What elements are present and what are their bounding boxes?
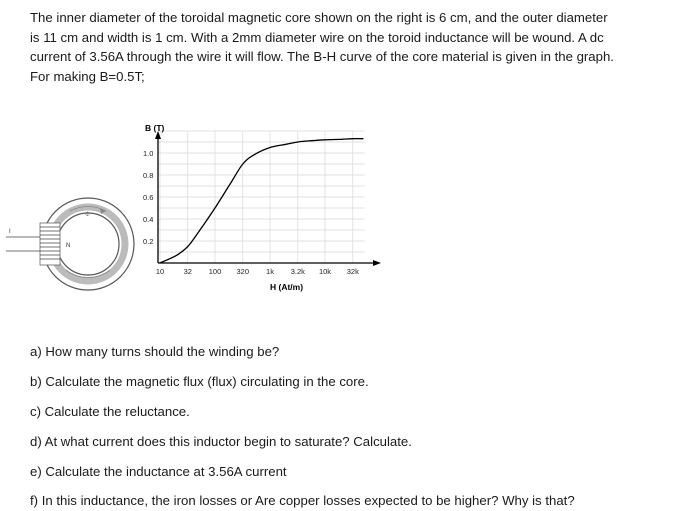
question-f: f) In this inductance, the iron losses or Are copper losses expected to be higher? Why is that? (30, 493, 575, 508)
turns-label: N (66, 243, 71, 249)
x-tick-label: 32k (346, 267, 359, 276)
intro-line: current of 3.56A through the wire it will flow. The B-H curve of the core material is given in the graph. (30, 49, 614, 64)
intro-line: is 11 cm and width is 1 cm. With a 2mm diameter wire on the toroid inductance will be wound. A dc (30, 29, 604, 45)
y-tick-label: 0.8 (143, 171, 154, 180)
x-tick-label: 100 (208, 267, 222, 276)
x-tick-label: 10 (155, 267, 165, 276)
figure (0, 115, 400, 300)
intro-line: For making B=0.5T; (30, 68, 145, 84)
bh-curve-line (160, 139, 363, 263)
problem-intro (30, 8, 650, 86)
toroid-core-ring (51, 207, 125, 281)
question-d: d) At what current does this inductor begin to saturate? Calculate. (30, 434, 412, 449)
intro-line: The inner diameter of the toroidal magnetic core shown on the right is 6 cm, and the outer diameter (30, 10, 608, 25)
x-tick-label: 10k (318, 267, 332, 276)
y-tick-labels (143, 149, 153, 246)
question-a: a) How many turns should the winding be? (30, 344, 280, 359)
x-tick-label: 1k (266, 267, 274, 276)
x-tick-label: 320 (236, 267, 250, 276)
question-c: c) Calculate the reluctance. (30, 404, 190, 419)
y-tick-label: 1.0 (143, 149, 154, 158)
current-label: I (9, 229, 11, 235)
x-tick-label: 3.2k (290, 267, 305, 276)
flux-label: Φ (85, 212, 90, 218)
x-axis-label: H (At/m) (270, 282, 304, 292)
y-axis-label: B (T) (145, 123, 165, 133)
bh-chart (143, 123, 381, 292)
question-b: b) Calculate the magnetic flux (flux) circulating in the core. (30, 374, 369, 389)
x-axis-arrow (373, 260, 381, 266)
x-tick-label: 32 (183, 267, 192, 276)
question-e: e) Calculate the inductance at 3.56A current (30, 464, 287, 479)
toroid-illustration (6, 198, 134, 290)
x-tick-labels (156, 267, 359, 276)
y-tick-label: 0.6 (143, 193, 154, 202)
y-tick-label: 0.4 (143, 215, 154, 224)
y-tick-label: 0.2 (143, 237, 154, 246)
